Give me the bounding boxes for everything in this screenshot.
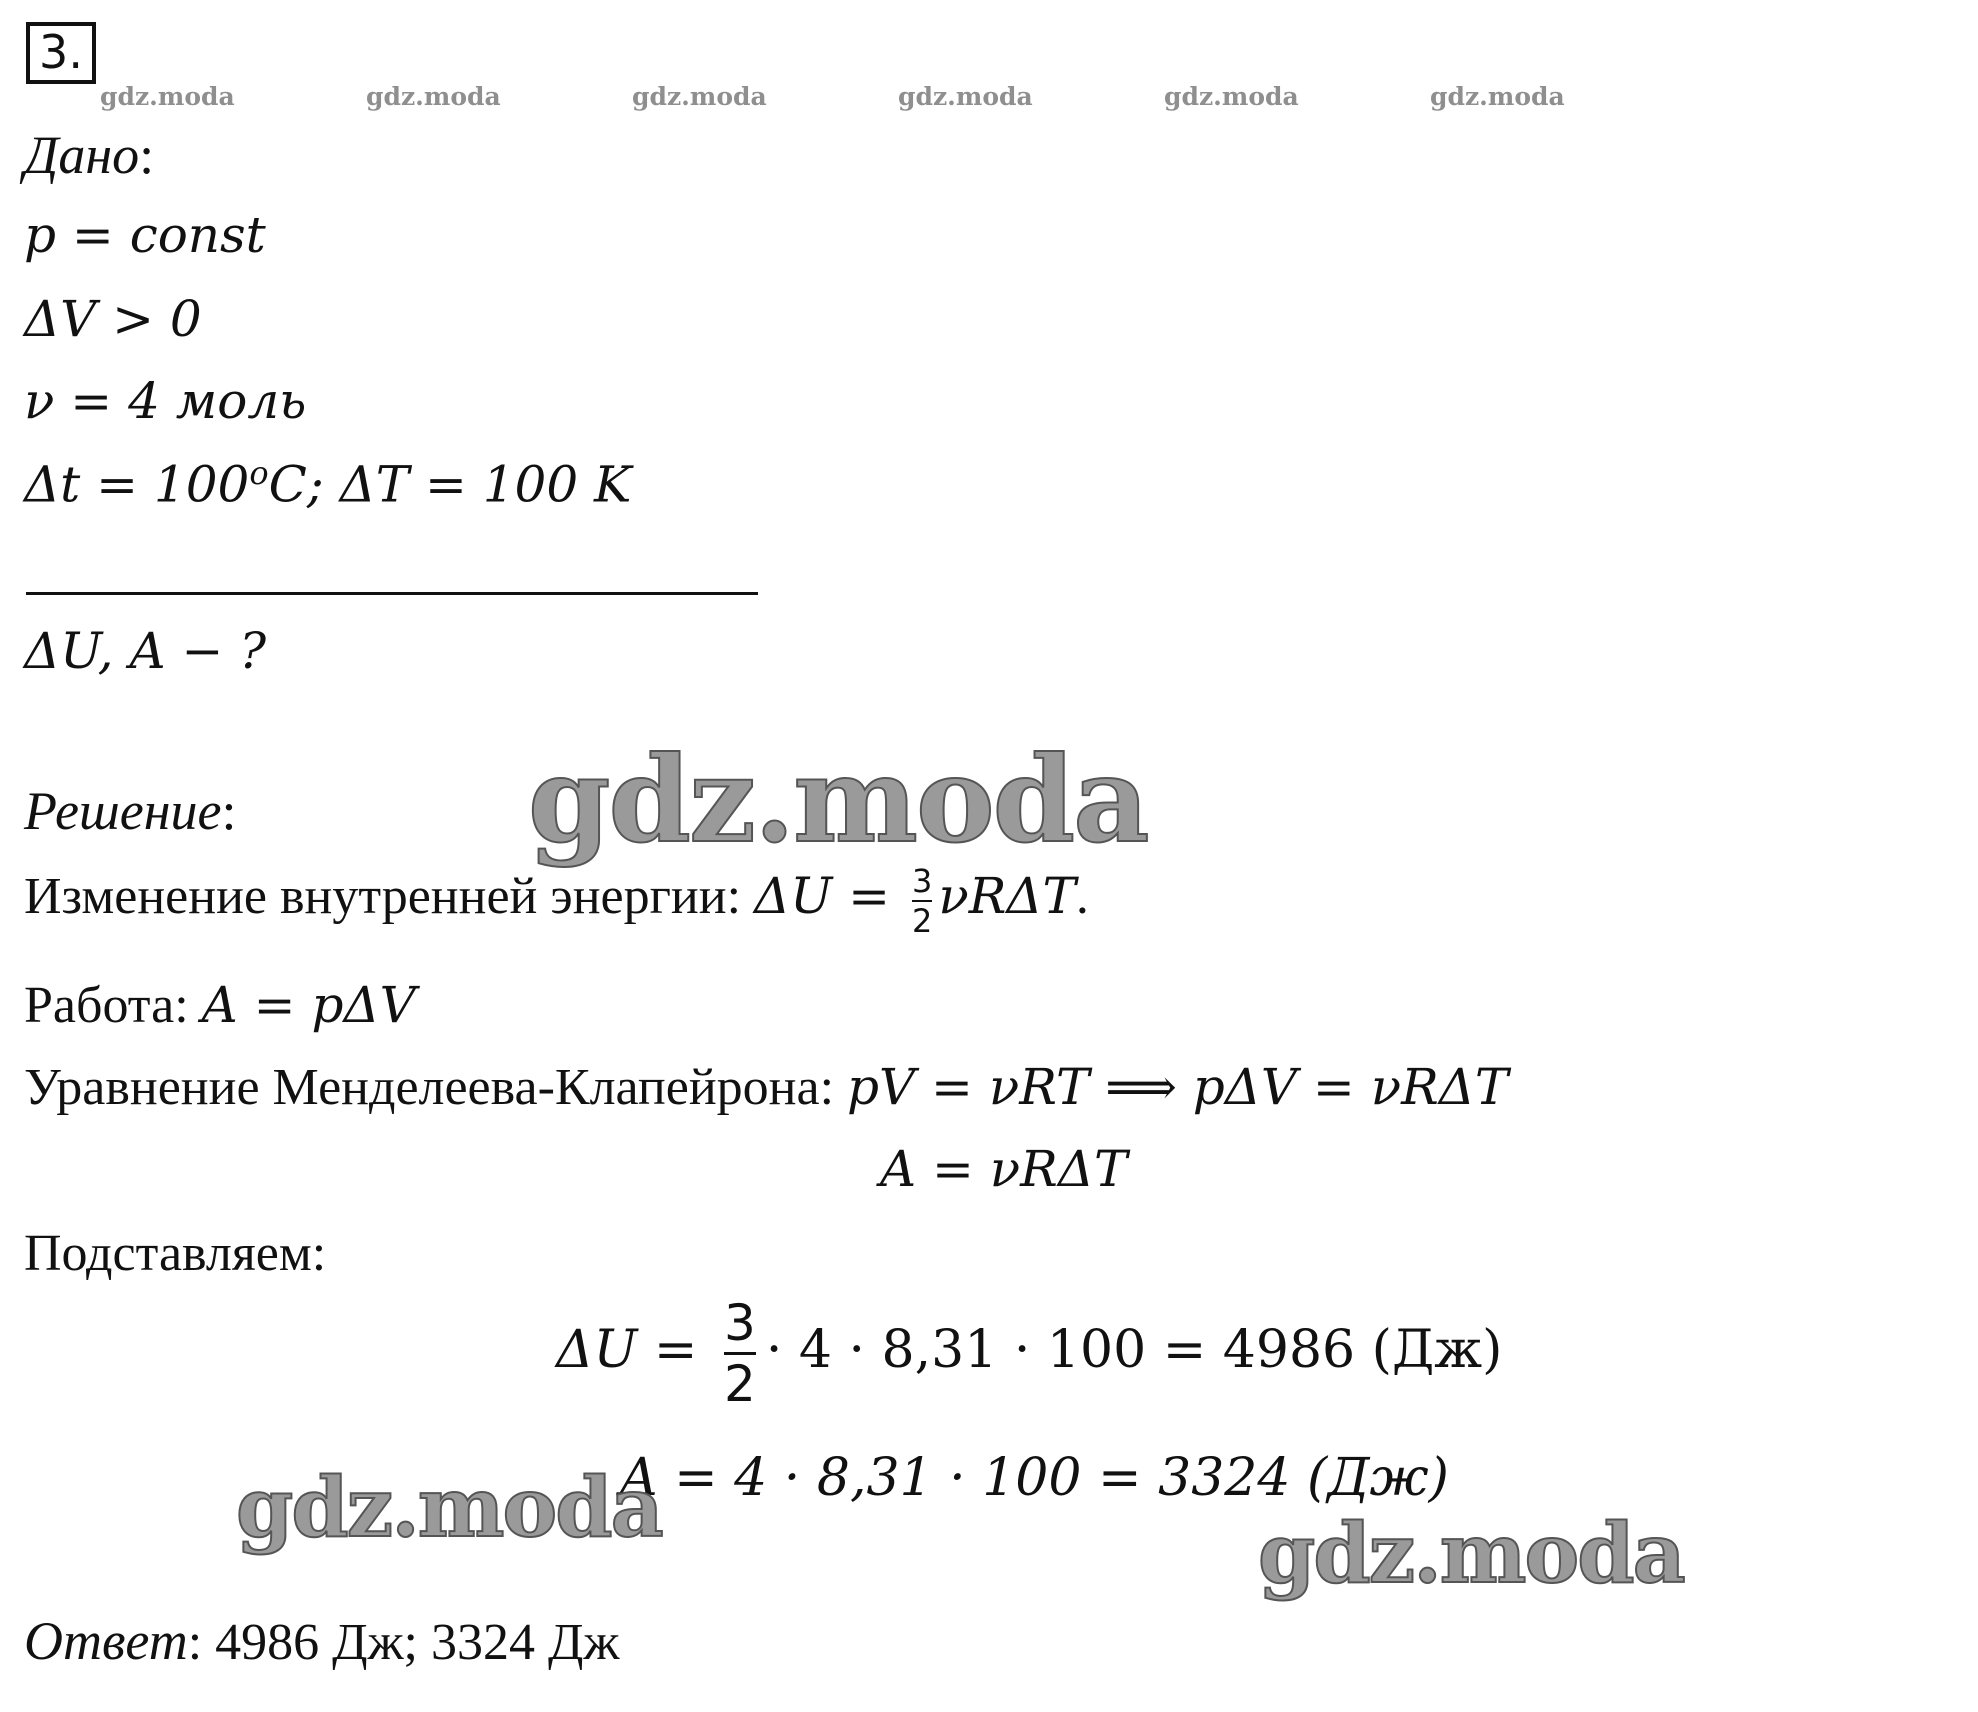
given-line-pressure: p = const xyxy=(24,206,266,264)
watermark-big-1: gdz.moda xyxy=(528,730,1148,869)
internal-energy-line: Изменение внутренней энергии: ΔU = $\frac{3}{2}$ νRΔT. xyxy=(24,862,1089,940)
solution-heading: Решение: xyxy=(24,781,237,841)
watermark-small-1: gdz.moda xyxy=(100,82,235,111)
watermark-small-4: gdz.moda xyxy=(898,82,1033,111)
given-line-volume: ΔV > 0 xyxy=(24,290,202,348)
question-line: ΔU, A − ? xyxy=(24,622,267,680)
answer-line: Ответ: 4986 Дж; 3324 Дж xyxy=(24,1611,620,1671)
problem-number: 3. xyxy=(26,22,96,84)
work-line: Работа: A = pΔV xyxy=(24,976,416,1034)
given-line-temperature: $\Delta t = 100^oC$; ΔT = 100 K xyxy=(24,454,632,514)
watermark-small-6: gdz.moda xyxy=(1430,82,1565,111)
watermark-big-3: gdz.moda xyxy=(1258,1506,1684,1602)
divider-line xyxy=(26,592,758,595)
watermark-big-2: gdz.moda xyxy=(236,1460,662,1556)
watermark-small-3: gdz.moda xyxy=(632,82,767,111)
fraction-three-halves: $\frac{3}{2}$ xyxy=(911,862,933,940)
substitute-line: Подставляем: xyxy=(24,1225,327,1282)
a-calc-line: A = 4 · 8,31 · 100 = 3324 (Дж) xyxy=(620,1448,1449,1508)
work-result-line: A = νRΔT xyxy=(880,1140,1128,1198)
fraction-three-halves-large: $\frac{3}{2}$ xyxy=(724,1294,756,1413)
given-heading: Дано: xyxy=(24,125,155,185)
mendeleev-line: Уравнение Менделеева-Клапейрона: pV = νRT ⟹ pΔV = νRΔT xyxy=(24,1058,1509,1116)
watermark-small-2: gdz.moda xyxy=(366,82,501,111)
given-line-moles: ν = 4 моль xyxy=(24,372,307,430)
du-calc-line: ΔU = $\frac{3}{2}$ · 4 · 8,31 · 100 = 4986 (Дж) xyxy=(556,1294,1503,1413)
watermark-small-5: gdz.moda xyxy=(1164,82,1299,111)
